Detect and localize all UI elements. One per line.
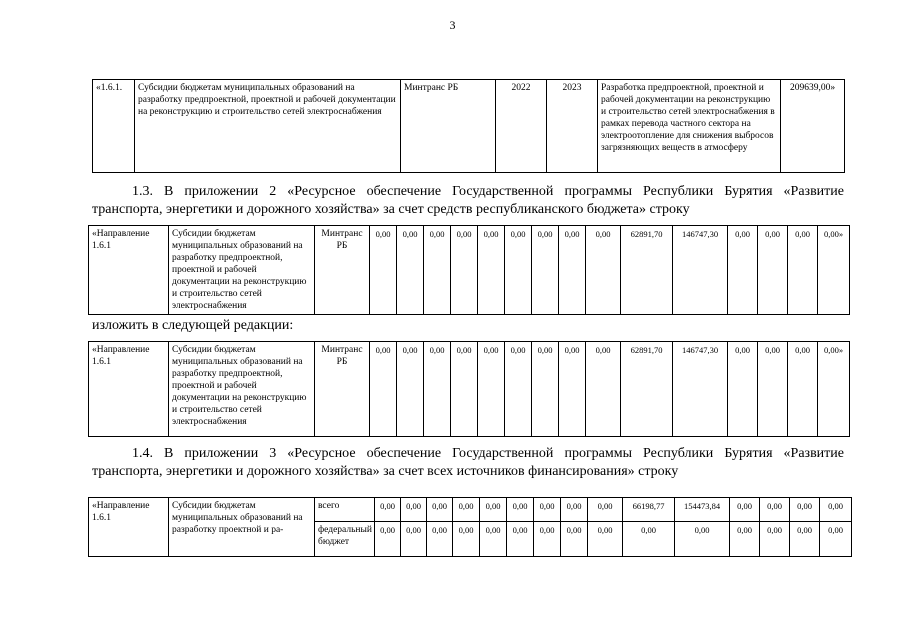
value-cell: 0,00	[559, 342, 586, 437]
paragraph-new-edition: изложить в следующей редакции:	[92, 318, 294, 333]
value-cell: 0,00	[478, 342, 505, 437]
direction-description: Субсидии бюджетам муниципальных образований на разработку проектной и ра-	[169, 498, 315, 557]
value-cell: 0,00	[588, 498, 623, 522]
value-cell: 0,00	[424, 342, 451, 437]
value-cell: 0,00	[424, 226, 451, 315]
value-cell: 0,00	[507, 498, 534, 522]
paragraph-line: 1.3. В приложении 2 «Ресурсное обеспечение Государственной программы Республики Бурятия «Развитие	[132, 184, 844, 199]
value-cell: 0,00	[401, 498, 427, 522]
direction-code: «Направление 1.6.1	[89, 342, 169, 437]
value-cell: 0,00	[820, 522, 852, 557]
value-cell: 0,00»	[818, 342, 850, 437]
value-cell: 0,00	[401, 522, 427, 557]
value-cell: 0,00	[623, 522, 675, 557]
value-cell: 0,00	[532, 226, 559, 315]
value-cell: 0,00	[758, 342, 788, 437]
executor: Минтранс РБ	[315, 226, 370, 315]
value-cell: 0,00	[675, 522, 730, 557]
direction-description: Субсидии бюджетам муниципальных образований на разработку предпроектной, проектной и рабочей документации на реконструкцию и строительство сетей электроснабжения	[169, 226, 315, 315]
value-cell: 154473,84	[675, 498, 730, 522]
value-cell: 0,00	[788, 226, 818, 315]
paragraph-1-3	[92, 182, 844, 201]
value-cell: 0,00	[561, 522, 588, 557]
value-cell: 0,00	[586, 226, 621, 315]
value-cell: 0,00	[375, 522, 401, 557]
paragraph-1-4	[92, 444, 844, 463]
paragraph-line: 1.4. В приложении 3 «Ресурсное обеспечение Государственной программы Республики Бурятия «Развитие	[132, 446, 844, 461]
table-row	[89, 342, 850, 437]
start-year: 2022	[496, 80, 547, 173]
value-cell: 0,00	[588, 522, 623, 557]
value-cell: 0,00	[559, 226, 586, 315]
value-cell: 0,00	[505, 226, 532, 315]
measure-code: «1.6.1.	[93, 80, 135, 173]
value-cell: 0,00	[397, 342, 424, 437]
paragraph-1-3-continued	[92, 200, 844, 219]
paragraph-1-4-continued	[92, 462, 844, 481]
direction-code: «Направление 1.6.1	[89, 498, 169, 557]
table-all-sources-row	[88, 497, 852, 557]
end-year: 2023	[547, 80, 598, 173]
table-row	[89, 226, 850, 315]
direction-description: Субсидии бюджетам муниципальных образований на разработку предпроектной, проектной и рабочей документации на реконструкцию и строительство сетей электроснабжения	[169, 342, 315, 437]
table-row	[89, 498, 852, 522]
value-cell: 0,00»	[818, 226, 850, 315]
value-cell: 0,00	[453, 498, 480, 522]
value-cell: 0,00	[505, 342, 532, 437]
value-cell: 0,00	[760, 522, 790, 557]
value-cell: 0,00	[820, 498, 852, 522]
value-cell: 0,00	[728, 226, 758, 315]
value-cell: 0,00	[730, 522, 760, 557]
paragraph-line: транспорта, энергетики и дорожного хозяйства» за счет средств республиканского бюджета» строку	[92, 202, 690, 217]
value-cell: 0,00	[480, 498, 507, 522]
executor: Минтранс РБ	[315, 342, 370, 437]
value-cell: 0,00	[397, 226, 424, 315]
value-cell: 0,00	[561, 498, 588, 522]
value-cell: 0,00	[507, 522, 534, 557]
direction-code: «Направление 1.6.1	[89, 226, 169, 315]
value-cell: 0,00	[451, 226, 478, 315]
funding-source: федеральный бюджет	[315, 522, 375, 557]
expected-result: Разработка предпроектной, проектной и рабочей документации на реконструкцию и строительство сетей электроснабжения в рамках перевода частного сектора на электроотопление для снижения выбросов загрязняющих веществ в атмосферу	[598, 80, 781, 173]
table-new-row	[88, 341, 850, 437]
value-cell: 0,00	[480, 522, 507, 557]
table-old-row	[88, 225, 850, 315]
value-cell: 0,00	[427, 522, 453, 557]
value-cell: 0,00	[788, 342, 818, 437]
value-cell: 62891,70	[621, 342, 673, 437]
value-cell: 146747,30	[673, 342, 728, 437]
value-cell: 0,00	[758, 226, 788, 315]
value-cell: 0,00	[534, 498, 561, 522]
table-row	[93, 80, 845, 173]
value-cell: 146747,30	[673, 226, 728, 315]
value-cell: 0,00	[730, 498, 760, 522]
value-cell: 0,00	[790, 522, 820, 557]
value-cell: 0,00	[586, 342, 621, 437]
value-cell: 0,00	[532, 342, 559, 437]
paragraph-line: транспорта, энергетики и дорожного хозяйства» за счет всех источников финансирования» строку	[92, 464, 679, 479]
value-cell: 0,00	[451, 342, 478, 437]
amount: 209639,00»	[781, 80, 845, 173]
value-cell: 66198,77	[623, 498, 675, 522]
value-cell: 62891,70	[621, 226, 673, 315]
value-cell: 0,00	[453, 522, 480, 557]
page-number: 3	[449, 18, 456, 32]
table-measure-1-6-1	[92, 79, 845, 173]
measure-description: Субсидии бюджетам муниципальных образований на разработку предпроектной, проектной и рабочей документации на реконструкцию и строительство сетей электроснабжения	[135, 80, 401, 173]
value-cell: 0,00	[370, 342, 397, 437]
measure-executor: Минтранс РБ	[401, 80, 496, 173]
value-cell: 0,00	[534, 522, 561, 557]
value-cell: 0,00	[790, 498, 820, 522]
funding-source: всего	[315, 498, 375, 522]
value-cell: 0,00	[375, 498, 401, 522]
value-cell: 0,00	[760, 498, 790, 522]
value-cell: 0,00	[728, 342, 758, 437]
value-cell: 0,00	[370, 226, 397, 315]
value-cell: 0,00	[427, 498, 453, 522]
value-cell: 0,00	[478, 226, 505, 315]
